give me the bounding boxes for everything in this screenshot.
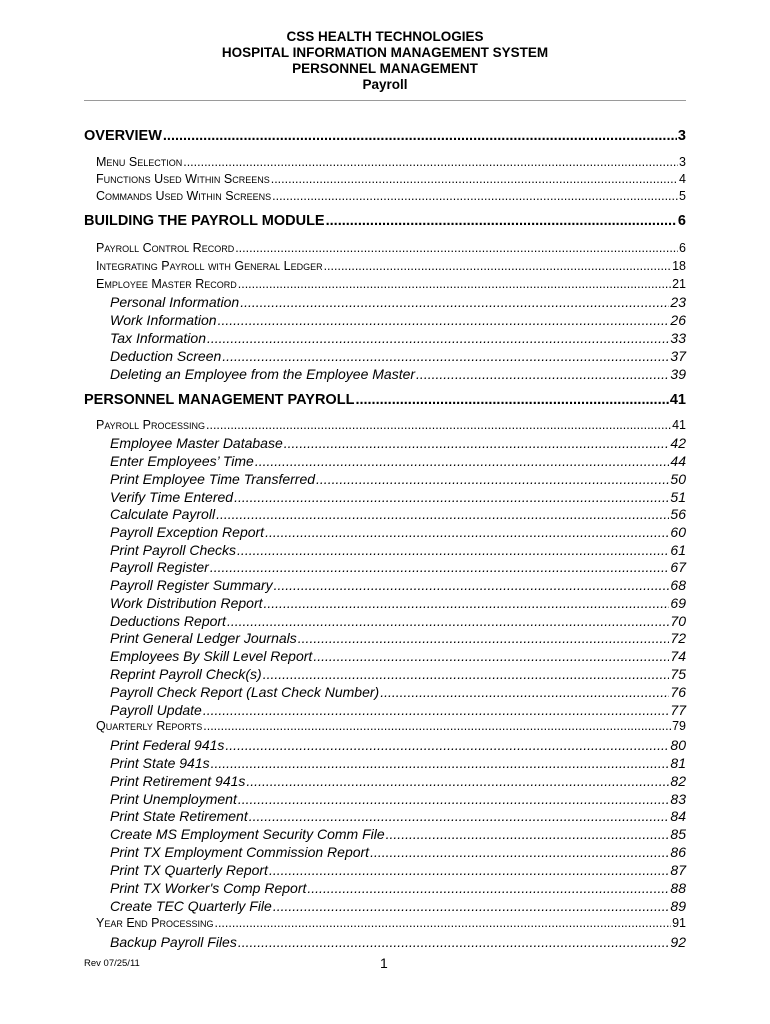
toc-item[interactable] bbox=[110, 471, 686, 487]
toc-item[interactable] bbox=[110, 577, 686, 593]
toc-label: Year End Processing bbox=[96, 916, 214, 930]
toc-label: Deductions Report bbox=[110, 613, 226, 629]
toc-page-number: 41 bbox=[669, 392, 686, 408]
toc-item[interactable] bbox=[110, 934, 686, 950]
toc-page-number: 85 bbox=[670, 826, 686, 842]
dot-leader bbox=[326, 213, 677, 229]
toc-page-number: 70 bbox=[670, 613, 686, 629]
toc-label: Print State 941s bbox=[110, 755, 210, 771]
dot-leader bbox=[370, 844, 669, 860]
system-name: HOSPITAL INFORMATION MANAGEMENT SYSTEM bbox=[221, 45, 549, 60]
toc-page-number: 83 bbox=[670, 791, 686, 807]
dot-leader bbox=[355, 392, 668, 408]
toc-item[interactable] bbox=[110, 294, 686, 310]
dot-leader bbox=[240, 294, 669, 310]
toc-page-number: 91 bbox=[672, 916, 686, 930]
toc-item[interactable] bbox=[110, 630, 686, 646]
page-number: 1 bbox=[380, 955, 388, 971]
toc-page-number: 23 bbox=[670, 294, 686, 310]
toc-label: Backup Payroll Files bbox=[110, 934, 237, 950]
dot-leader bbox=[265, 524, 669, 540]
document-title: Payroll bbox=[362, 77, 408, 92]
toc-item[interactable] bbox=[110, 844, 686, 860]
toc-item[interactable] bbox=[110, 506, 686, 522]
toc-subsection[interactable] bbox=[96, 259, 686, 273]
toc-page-number: 56 bbox=[670, 506, 686, 522]
dot-leader bbox=[238, 277, 671, 291]
toc-label: Payroll Check Report (Last Check Number) bbox=[110, 684, 380, 700]
toc-subsection[interactable] bbox=[96, 277, 686, 291]
dot-leader bbox=[183, 155, 678, 169]
toc-label: Work Distribution Report bbox=[110, 595, 263, 611]
toc-page-number: 60 bbox=[670, 524, 686, 540]
toc-item[interactable] bbox=[110, 542, 686, 558]
toc-item[interactable] bbox=[110, 862, 686, 878]
toc-item[interactable] bbox=[110, 453, 686, 469]
toc-page-number: 3 bbox=[677, 128, 686, 144]
toc-item[interactable] bbox=[110, 755, 686, 771]
toc-subsection[interactable] bbox=[96, 241, 686, 255]
dot-leader bbox=[237, 542, 669, 558]
toc-page-number: 72 bbox=[670, 630, 686, 646]
revision-date: Rev 07/25/11 bbox=[84, 958, 140, 969]
dot-leader bbox=[163, 128, 677, 144]
toc-label: Deduction Screen bbox=[110, 348, 222, 364]
toc-page-number: 89 bbox=[670, 898, 686, 914]
toc-label: Functions Used Within Screens bbox=[96, 172, 270, 186]
toc-item[interactable] bbox=[110, 559, 686, 575]
toc-page-number: 6 bbox=[677, 213, 686, 229]
toc-label: Payroll Processing bbox=[96, 418, 206, 432]
toc-page-number: 4 bbox=[679, 172, 686, 186]
toc-label: Calculate Payroll bbox=[110, 506, 216, 522]
toc-label: Print TX Employment Commission Report bbox=[110, 844, 370, 860]
dot-leader bbox=[263, 666, 670, 682]
toc-label: Print Federal 941s bbox=[110, 737, 225, 753]
toc-section[interactable] bbox=[84, 213, 686, 229]
dot-leader bbox=[203, 702, 670, 718]
dot-leader bbox=[211, 755, 670, 771]
dot-leader bbox=[307, 880, 669, 896]
toc-page-number: 80 bbox=[670, 737, 686, 753]
toc-page-number: 79 bbox=[672, 719, 686, 733]
toc-item[interactable] bbox=[110, 348, 686, 364]
toc-page-number: 37 bbox=[670, 348, 686, 364]
dot-leader bbox=[206, 418, 671, 432]
toc-item[interactable] bbox=[110, 737, 686, 753]
toc-page-number: 77 bbox=[670, 702, 686, 718]
toc-page-number: 33 bbox=[670, 330, 686, 346]
toc-page-number: 6 bbox=[679, 241, 686, 255]
toc-page-number: 75 bbox=[670, 666, 686, 682]
dot-leader bbox=[316, 471, 669, 487]
toc-label: Quarterly Reports bbox=[96, 719, 203, 733]
dot-leader bbox=[235, 241, 678, 255]
dot-leader bbox=[264, 595, 670, 611]
toc-item[interactable] bbox=[110, 773, 686, 789]
toc-page-number: 81 bbox=[670, 755, 686, 771]
toc-page-number: 74 bbox=[670, 648, 686, 664]
toc-page-number: 61 bbox=[670, 542, 686, 558]
toc-page-number: 18 bbox=[672, 259, 686, 273]
dot-leader bbox=[249, 808, 670, 824]
toc-label: Menu Selection bbox=[96, 155, 183, 169]
dot-leader bbox=[273, 898, 670, 914]
toc-page-number: 68 bbox=[670, 577, 686, 593]
dot-leader bbox=[271, 172, 678, 186]
toc-item[interactable] bbox=[110, 595, 686, 611]
toc-subsection[interactable] bbox=[96, 189, 686, 203]
toc-item[interactable] bbox=[110, 826, 686, 842]
toc-page-number: 87 bbox=[670, 862, 686, 878]
toc-label: Create MS Employment Security Comm File bbox=[110, 826, 385, 842]
toc-item[interactable] bbox=[110, 613, 686, 629]
toc-page-number: 69 bbox=[670, 595, 686, 611]
toc-item[interactable] bbox=[110, 312, 686, 328]
toc-label: Print Employee Time Transferred bbox=[110, 471, 316, 487]
dot-leader bbox=[238, 791, 670, 807]
toc-page-number: 86 bbox=[670, 844, 686, 860]
toc-item[interactable] bbox=[110, 524, 686, 540]
dot-leader bbox=[274, 577, 670, 593]
dot-leader bbox=[298, 630, 670, 646]
toc-label: Payroll Control Record bbox=[96, 241, 235, 255]
toc-page-number: 21 bbox=[672, 277, 686, 291]
toc-label: Print TX Quarterly Report bbox=[110, 862, 268, 878]
dot-leader bbox=[214, 916, 671, 930]
toc-page-number: 51 bbox=[670, 489, 686, 505]
module-name: PERSONNEL MANAGEMENT bbox=[292, 61, 478, 76]
dot-leader bbox=[225, 737, 669, 753]
toc-page-number: 42 bbox=[670, 435, 686, 451]
toc-page-number: 26 bbox=[670, 312, 686, 328]
toc-item[interactable] bbox=[110, 435, 686, 451]
toc-label: Employee Master Database bbox=[110, 435, 283, 451]
toc-label: Print Unemployment bbox=[110, 791, 237, 807]
toc-page-number: 5 bbox=[679, 189, 686, 203]
toc-item[interactable] bbox=[110, 684, 686, 700]
toc-label: Deleting an Employee from the Employee Master bbox=[110, 366, 416, 382]
toc-label: Employee Master Record bbox=[96, 277, 237, 291]
toc-label: Reprint Payroll Check(s) bbox=[110, 666, 262, 682]
dot-leader bbox=[272, 189, 678, 203]
toc-label: BUILDING THE PAYROLL MODULE bbox=[84, 213, 325, 229]
toc-label: Payroll Exception Report bbox=[110, 524, 265, 540]
toc-item[interactable] bbox=[110, 898, 686, 914]
dot-leader bbox=[216, 506, 669, 522]
dot-leader bbox=[203, 719, 671, 733]
dot-leader bbox=[218, 312, 670, 328]
dot-leader bbox=[380, 684, 669, 700]
dot-leader bbox=[238, 934, 670, 950]
toc-page-number: 3 bbox=[679, 155, 686, 169]
toc-page-number: 82 bbox=[670, 773, 686, 789]
toc-label: OVERVIEW bbox=[84, 128, 162, 144]
toc-item[interactable] bbox=[110, 489, 686, 505]
toc-item[interactable] bbox=[110, 702, 686, 718]
toc-item[interactable] bbox=[110, 666, 686, 682]
dot-leader bbox=[313, 648, 669, 664]
toc-page-number: 88 bbox=[670, 880, 686, 896]
toc-section[interactable] bbox=[84, 128, 686, 144]
toc-subsection[interactable] bbox=[96, 418, 686, 432]
toc-item[interactable] bbox=[110, 366, 686, 382]
toc-label: Tax Information bbox=[110, 330, 206, 346]
toc-subsection[interactable] bbox=[96, 719, 686, 733]
dot-leader bbox=[246, 773, 669, 789]
toc-item[interactable] bbox=[110, 808, 686, 824]
toc-page-number: 67 bbox=[670, 559, 686, 575]
toc-label: Print Payroll Checks bbox=[110, 542, 237, 558]
dot-leader bbox=[324, 259, 672, 273]
company-name: CSS HEALTH TECHNOLOGIES bbox=[286, 29, 484, 44]
toc-page-number: 41 bbox=[672, 418, 686, 432]
toc-item[interactable] bbox=[110, 648, 686, 664]
dot-leader bbox=[222, 348, 669, 364]
toc-label: Employees By Skill Level Report bbox=[110, 648, 313, 664]
toc-label: Work Information bbox=[110, 312, 217, 328]
toc-label: PERSONNEL MANAGEMENT PAYROLL bbox=[84, 392, 355, 408]
dot-leader bbox=[284, 435, 670, 451]
toc-subsection[interactable] bbox=[96, 916, 686, 930]
dot-leader bbox=[207, 330, 669, 346]
toc-page-number: 92 bbox=[670, 934, 686, 950]
toc-page-number: 50 bbox=[670, 471, 686, 487]
dot-leader bbox=[210, 559, 670, 575]
toc-label: Print State Retirement bbox=[110, 808, 248, 824]
toc-label: Enter Employees’ Time bbox=[110, 453, 254, 469]
toc-section[interactable] bbox=[84, 392, 686, 408]
dot-leader bbox=[255, 453, 670, 469]
toc-label: Verify Time Entered bbox=[110, 489, 234, 505]
toc-label: Integrating Payroll with General Ledger bbox=[96, 259, 323, 273]
toc-page-number: 39 bbox=[670, 366, 686, 382]
dot-leader bbox=[386, 826, 670, 842]
toc-label: Print TX Worker's Comp Report bbox=[110, 880, 307, 896]
toc-item[interactable] bbox=[110, 330, 686, 346]
toc-label: Print General Ledger Journals bbox=[110, 630, 297, 646]
dot-leader bbox=[234, 489, 669, 505]
toc-page-number: 44 bbox=[670, 453, 686, 469]
toc-item[interactable] bbox=[110, 791, 686, 807]
toc-subsection[interactable] bbox=[96, 155, 686, 169]
toc-label: Print Retirement 941s bbox=[110, 773, 246, 789]
toc-label: Personal Information bbox=[110, 294, 240, 310]
toc-label: Payroll Register bbox=[110, 559, 209, 575]
toc-page-number: 76 bbox=[670, 684, 686, 700]
toc-item[interactable] bbox=[110, 880, 686, 896]
toc-label: Create TEC Quarterly File bbox=[110, 898, 272, 914]
dot-leader bbox=[227, 613, 669, 629]
toc-page-number: 84 bbox=[670, 808, 686, 824]
toc-subsection[interactable] bbox=[96, 172, 686, 186]
dot-leader bbox=[416, 366, 669, 382]
toc-label: Payroll Update bbox=[110, 702, 202, 718]
toc-label: Commands Used Within Screens bbox=[96, 189, 272, 203]
toc-label: Payroll Register Summary bbox=[110, 577, 273, 593]
dot-leader bbox=[269, 862, 669, 878]
